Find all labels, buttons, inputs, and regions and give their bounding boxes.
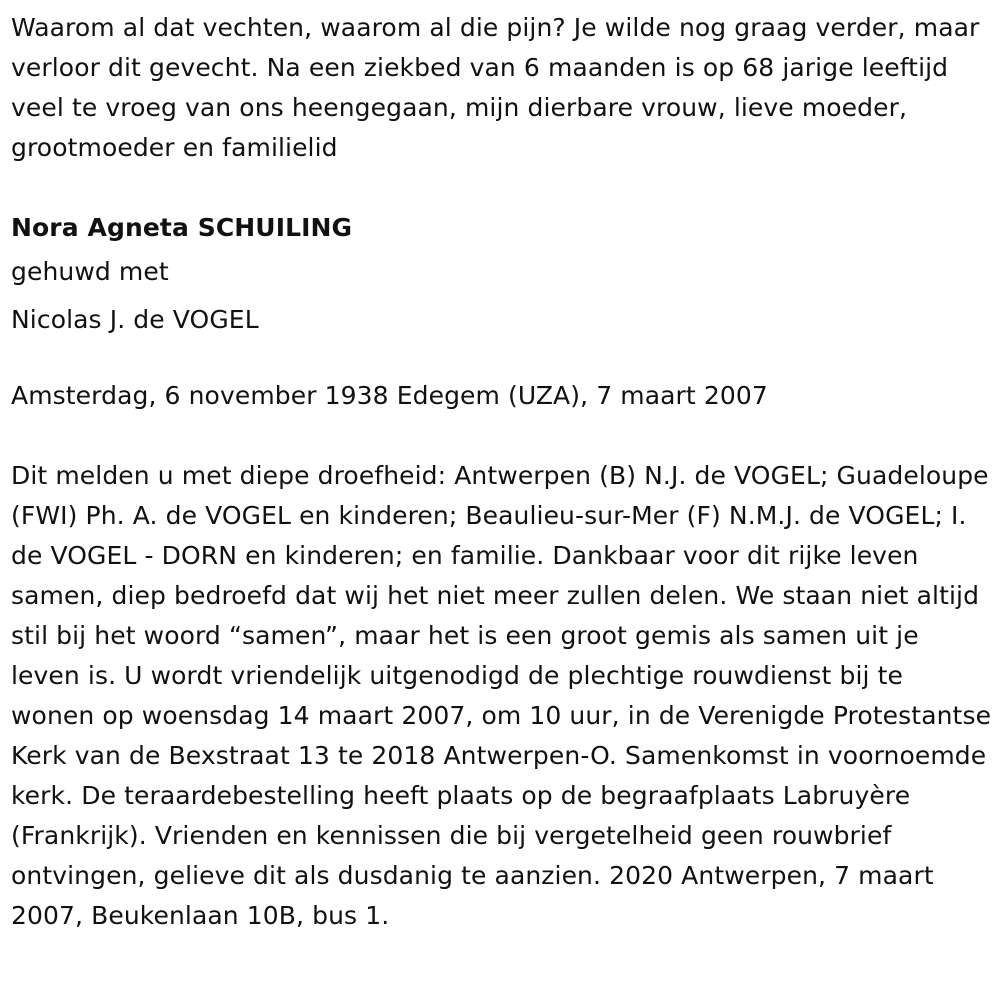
- spouse-name: Nicolas J. de VOGEL: [11, 305, 259, 334]
- announcement-body: Dit melden u met diepe droefheid: Antwerpen (B) N.J. de VOGEL; Guadeloupe (FWI) Ph. A. de VOGEL en kinderen; Beaulieu-sur-Mer (F) N.M.J. de VOGEL; I. de VOGEL - DORN en kinderen; en familie. Dankbaar voor dit rijke leven samen, diep bedroefd dat wij het niet meer zullen delen. We staan niet altijd stil bij het woord “samen”, maar het is een groot gemis als samen uit je leven is. U wordt vriendelijk uitgenodigd de plechtige rouwdienst bij te wonen op woensdag 14 maart 2007, om 10 uur, in de Verenigde Protestantse Kerk van de Bexstraat 13 te 2018 Antwerpen-O. Samenkomst in voornoemde kerk. De teraardebestelling heeft plaats op de begraafplaats Labruyère (Frankrijk). Vrienden en kennissen die bij vergetelheid geen rouwbrief ontvingen, gelieve dit als dusdanig te aanzien. 2020 Antwerpen, 7 maart 2007, Beukenlaan 10B, bus 1.: [11, 461, 992, 930]
- deceased-name: Nora Agneta SCHUILING: [11, 213, 353, 242]
- birth-death-line: Amsterdag, 6 november 1938 Edegem (UZA), 7 maart 2007: [11, 381, 768, 410]
- married-with-label: gehuwd met: [11, 257, 169, 286]
- intro-paragraph: Waarom al dat vechten, waarom al die pijn? Je wilde nog graag verder, maar verloor dit gevecht. Na een ziekbed van 6 maanden is op 68 jarige leeftijd veel te vroeg van ons heengegaan, mijn dierbare vrouw, lieve moeder, grootmoeder en familielid: [11, 13, 980, 162]
